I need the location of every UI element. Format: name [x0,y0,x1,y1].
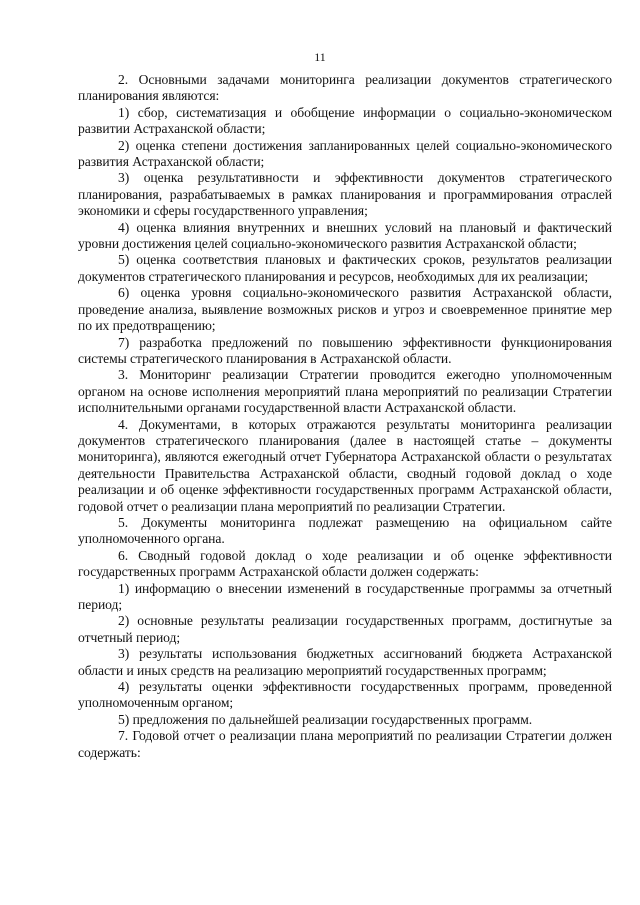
paragraph-7-intro: 7. Годовой отчет о реализации плана мероприятий по реализации Стратегии должен содержать: [78,728,612,760]
list-item-2-4: 4) оценка влияния внутренних и внешних условий на плановый и фактический уровни достижения целей социально-экономического развития Астраханской области; [78,219,612,252]
page-number: 11 [314,50,326,64]
list-item-2-6: 6) оценка уровня социально-экономического развития Астраханской области, проведение анализа, выявление возможных рисков и угроз и своевременное принятие мер по их предотвращению; [78,285,612,334]
list-item-2-5: 5) оценка соответствия плановых и фактических сроков, результатов реализации документов стратегического планирования и ресурсов, необходимых для их реализации; [78,252,612,284]
paragraph-6-intro: 6. Сводный годовой доклад о ходе реализации и об оценке эффективности государственных программ Астраханской области должен содержать: [78,547,612,580]
list-item-6-5: 5) предложения по дальнейшей реализации государственных программ. [118,711,533,727]
list-item-2-1: 1) сбор, систематизация и обобщение информации о социально-экономическом развитии Астраханской области; [78,104,612,137]
document-body [78,72,612,761]
list-item-6-3: 3) результаты использования бюджетных ассигнований бюджета Астраханской области и иных средств на реализацию мероприятий государственных программ; [78,646,612,678]
list-item-6-2: 2) основные результаты реализации государственных программ, достигнутые за отчетный период; [78,613,612,645]
paragraph-3: 3. Мониторинг реализации Стратегии проводится ежегодно уполномоченным органом на основе исполнения мероприятий плана мероприятий по реализации Стратегии исполнительными органами государственной власти Астраханской области. [78,367,612,416]
paragraph-2-tasks-intro: 2. Основными задачами мониторинга реализации документов стратегического планирования являются: [78,72,612,104]
list-item-6-4: 4) результаты оценки эффективности государственных программ, проведенной уполномоченным органом; [78,679,612,711]
list-item-2-7: 7) разработка предложений по повышению эффективности функционирования системы стратегического планирования в Астраханской области. [78,334,612,366]
list-item-2-3: 3) оценка результативности и эффективности документов стратегического планирования, разрабатываемых в рамках планирования и программирования отраслей экономики и сферы государственного управления; [78,170,612,219]
list-item-6-1: 1) информацию о внесении изменений в государственные программы за отчетный период; [78,580,612,612]
paragraph-5: 5. Документы мониторинга подлежат размещению на официальном сайте уполномоченного органа. [78,514,612,547]
list-item-2-2: 2) оценка степени достижения запланированных целей социально-экономического развития Астраханской области; [78,137,612,170]
paragraph-4: 4. Документами, в которых отражаются результаты мониторинга реализации документов стратегического планирования (далее в настоящей статье – документы мониторинга), являются ежегодный отчет Губернатора Астраханской области о результатах деятельности Правительства Астраханской области, сводный годовой доклад о ходе реализации и об оценке эффективности государственных программ Астраханской области, годовой отчет о реализации плана мероприятий по реализации Стратегии. [78,416,612,514]
